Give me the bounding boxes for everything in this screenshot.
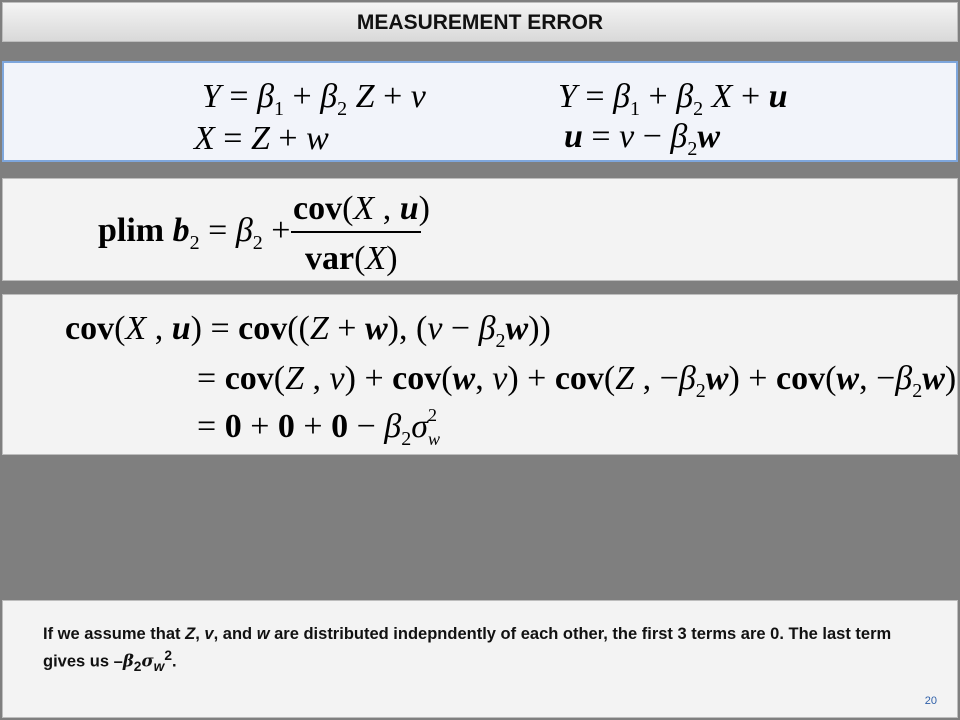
explanation-text: If we assume that Z, v, and w are distributed indepndently of each other, the first 3 terms are 0. The last term gives us $-\beta_2\sigma_w^2$. bbox=[43, 625, 892, 674]
page-number: 20 bbox=[924, 695, 937, 707]
svg-text:u = v − β2w: $u = v - \beta_2w$ bbox=[564, 118, 721, 160]
derivation-line-3 bbox=[197, 405, 440, 450]
derivation-line-1 bbox=[65, 310, 551, 352]
svg-text:Y = β1 + β2 Z + v: $Y = \beta_1 + \beta_2$ Z + v bbox=[202, 78, 426, 120]
svg-text:cov(X , u): cov(X , u) bbox=[293, 190, 430, 227]
model-equations bbox=[4, 63, 960, 164]
true-model-equation bbox=[202, 78, 427, 120]
svg-text:plim b2 = β2 +: plim $b_2 = \beta_2$ + bbox=[98, 212, 291, 254]
svg-text:= 0 + 0 + 0 − β2σ2w: = $0 + 0 + 0 - \beta_2\sigma^2$ w bbox=[197, 405, 440, 450]
plim-panel bbox=[2, 178, 958, 281]
explanation-panel bbox=[2, 600, 958, 718]
plim-equation bbox=[3, 179, 959, 282]
measurement-equation bbox=[192, 120, 329, 157]
svg-text:var(X): var(X) bbox=[305, 240, 398, 277]
fitted-model-equation bbox=[558, 78, 788, 120]
model-equations-panel bbox=[2, 61, 958, 162]
svg-text:cov(X , u) = cov((Z + w), (v −: cov(X , u) = cov((Z + w), $(v - \beta_2w)$) bbox=[65, 310, 551, 352]
svg-text:X = Z + w: X = Z + w bbox=[194, 120, 329, 157]
svg-text:Y = β1 + β2 X + u: $Y = \beta_1 + \beta_2$ X + u bbox=[558, 78, 788, 120]
covariance-derivation bbox=[3, 295, 959, 456]
slide-title: MEASUREMENT ERROR bbox=[356, 11, 604, 34]
svg-text:= cov(Z , v) + cov(w, v) + cov: = cov(Z , v) + cov(w, v) + cov(Z , $-\beta_2w) + cov(w$, $-\beta_2w$) bbox=[197, 360, 957, 402]
covariance-derivation-panel bbox=[2, 294, 958, 455]
derivation-line-2 bbox=[197, 360, 956, 402]
slide-title-bar bbox=[2, 2, 958, 42]
composite-error-equation bbox=[564, 118, 720, 160]
